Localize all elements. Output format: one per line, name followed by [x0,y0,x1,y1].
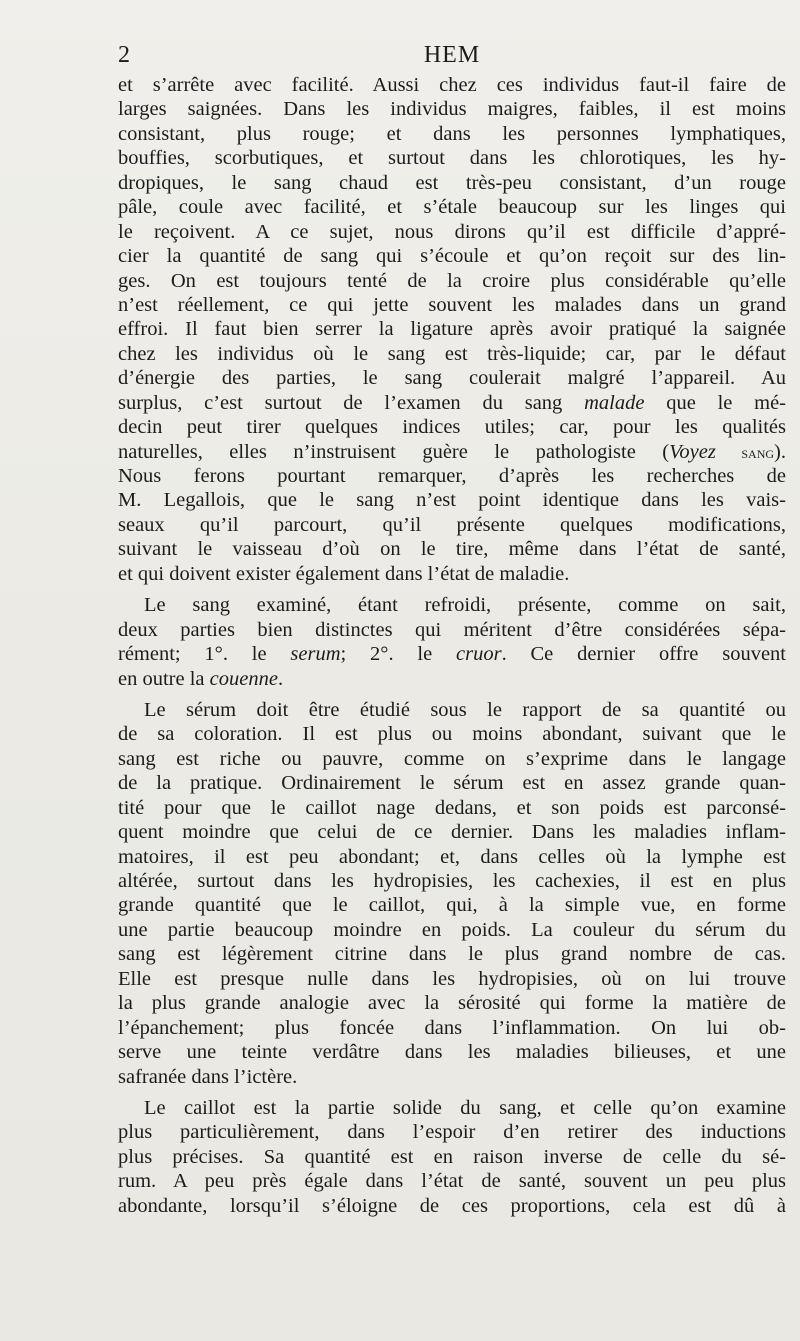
line-text: consistant, plus rouge; et dans les personnes lymphatiques, [118,122,786,145]
text-line [118,918,786,942]
text-line [118,317,786,341]
line-text: chez les individus où le sang est très-liquide; car, par le défaut [118,342,786,365]
text-line [118,513,786,537]
line-text: sang est légèrement citrine dans le plus grand nombre de cas. [118,943,786,966]
italic-term: serum [290,643,341,666]
line-text: seaux qu’il parcourt, qu’il présente quelques modifications, [118,513,786,536]
line-text: Elle est presque nulle dans les hydropisies, où on lui trouve [118,967,786,990]
line-text: M. Legallois, que le sang n’est point identique dans les vais- [118,489,786,512]
line-segment: surplus, c’est surtout de l’examen du sang [118,391,585,414]
body-text [118,73,786,1218]
text-line [118,1096,786,1120]
text-line [118,122,786,146]
line-segment: . Ce dernier offre souvent [501,643,786,666]
text-line [118,244,786,268]
line-text: grande quantité que le caillot, qui, à la simple vue, en forme [118,894,786,917]
line-text: abondante, lorsqu’il s’éloigne de ces proportions, cela est dû à [118,1194,786,1217]
text-line [118,440,786,464]
line-text: plus particulièrement, dans l’espoir d’en retirer des inductions [118,1121,786,1144]
line-text: de sa coloration. Il est plus ou moins abondant, suivant que le [118,723,786,746]
text-line [118,220,786,244]
text-line [118,269,786,293]
line-text: Le sang examiné, étant refroidi, présente, comme on sait, [144,594,786,617]
line-text: Le sérum doit être étudié sous le rapport de sa quantité ou [144,698,786,721]
paragraph-gap [118,586,786,593]
text-line [118,967,786,991]
small-caps-term: sang [715,442,775,462]
text-line [118,97,786,121]
line-text: suivant le vaisseau d’où on le tire, même dans l’état de santé, [118,538,786,561]
text-line [118,1120,786,1144]
text-line [118,562,786,586]
text-line [118,796,786,820]
text-line [118,593,786,617]
line-text: et s’arrête avec facilité. Aussi chez ces individus faut-il faire de [118,74,786,96]
page-header [118,40,786,70]
line-text: bouffies, scorbutiques, et surtout dans les chlorotiques, les hy- [118,147,786,170]
line-text: de la pratique. Ordinairement le sérum est en assez grande quan- [118,772,786,795]
text-line [118,73,786,97]
text-line [118,698,786,722]
line-text: cier la quantité de sang qui s’écoule et qu’on reçoit sur des lin- [118,245,786,268]
paragraph-gap [118,1089,786,1096]
text-line [118,415,786,439]
line-segment: que le mé- [644,391,787,414]
text-line [118,1169,786,1193]
page-number: 2 [118,42,130,68]
line-text: serve une teinte verdâtre dans les maladies bilieuses, et une [118,1041,786,1064]
text-line [118,942,786,966]
line-text: n’est réellement, ce qui jette souvent les malades dans un grand [118,293,786,316]
italic-term: malade [584,391,645,414]
line-text: matoires, il est peu abondant; et, dans celles où la lymphe est [118,845,786,868]
text-line [118,537,786,561]
line-text: effroi. Il faut bien serrer la ligature après avoir pratiqué la saignée [118,318,786,341]
text-line [118,820,786,844]
line-text: quent moindre que celui de ce dernier. Dans les maladies inflam- [118,821,786,844]
line-text: larges saignées. Dans les individus maigres, faibles, il est moins [118,98,786,121]
text-line [118,391,786,415]
line-text: le reçoivent. A ce sujet, nous dirons qu’il est difficile d’appré- [118,220,786,243]
text-line [118,845,786,869]
line-segment: naturelles, elles n’instruisent guère le pathologiste ( [118,440,670,463]
line-text: rum. A peu près égale dans l’état de santé, souvent un peu plus [118,1170,786,1193]
text-line [118,1145,786,1169]
line-segment: ). [774,440,786,463]
text-line [118,618,786,642]
line-text: une partie beaucoup moindre en poids. La couleur du sérum du [118,918,786,941]
text-line [118,293,786,317]
text-line [118,642,786,666]
line-text: deux parties bien distinctes qui méritent d’être considérées sépa- [118,618,786,641]
text-line [118,171,786,195]
line-segment: ; 2°. le [340,643,457,666]
text-line [118,1016,786,1040]
paragraph-gap [118,691,786,698]
text-line [118,342,786,366]
line-segment: en outre la [118,667,210,690]
running-head: HEM [423,42,481,68]
text-line [118,1194,786,1218]
line-text: l’épanchement; plus foncée dans l’inflammation. On lui ob- [118,1016,786,1039]
italic-term: cruor [456,643,502,666]
line-text: et qui doivent exister également dans l’état de maladie. [118,562,570,585]
line-segment: rément; 1°. le [118,643,291,666]
line-text: sang est riche ou pauvre, comme on s’exprime dans le langage [118,747,786,770]
text-line [118,488,786,512]
text-line [118,771,786,795]
line-text: d’énergie des parties, le sang coulerait malgré l’appareil. Au [118,367,786,390]
text-line [118,991,786,1015]
line-text: pâle, coule avec facilité, et s’étale beaucoup sur les linges qui [118,196,786,219]
line-text: la plus grande analogie avec la sérosité qui forme la matière de [118,992,786,1015]
line-segment: . [277,667,284,690]
line-text: Le caillot est la partie solide du sang, et celle qu’on examine [144,1096,786,1119]
italic-term: couenne [209,667,278,690]
text-line [118,1065,786,1089]
text-line [118,146,786,170]
text-line [118,869,786,893]
text-line [118,464,786,488]
line-text: altérée, surtout dans les hydropisies, les cachexies, il est en plus [118,870,786,892]
italic-term: Voyez [669,440,716,463]
text-line [118,1040,786,1064]
text-line [118,747,786,771]
line-text: Nous ferons pourtant remarquer, d’après les recherches de [118,465,786,487]
line-text: tité pour que le caillot nage dedans, et son poids est parconsé- [118,796,786,819]
line-text: plus précises. Sa quantité est en raison inverse de celle du sé- [118,1145,786,1168]
line-text: safranée dans l’ictère. [118,1065,298,1088]
text-line [118,893,786,917]
text-line [118,667,786,691]
text-line [118,722,786,746]
line-text: ges. On est toujours tenté de la croire plus considérable qu’elle [118,269,786,292]
line-text: dropiques, le sang chaud est très-peu consistant, d’un rouge [118,171,786,194]
line-text: decin peut tirer quelques indices utiles; car, pour les qualités [118,416,786,439]
text-line [118,366,786,390]
text-line [118,195,786,219]
